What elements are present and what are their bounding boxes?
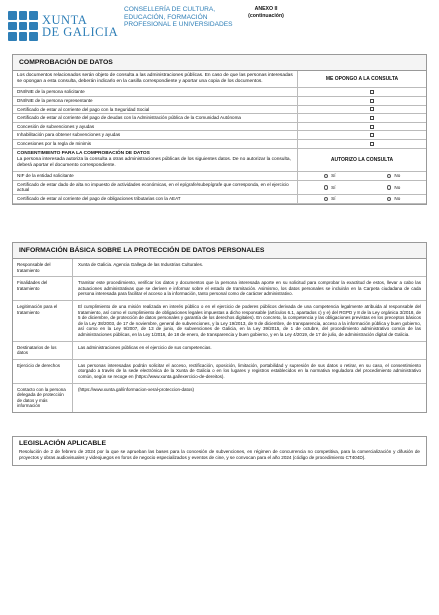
yes-radio[interactable]	[324, 174, 328, 178]
oppose-cell	[298, 140, 426, 148]
info-row	[13, 384, 426, 412]
oppose-header: ME OPONGO A LA CONSULTA	[325, 76, 399, 83]
consent-row	[13, 181, 426, 195]
oppose-item-label: Certificado de estar al corriente del pago de deudas con la Administración pública de la Comunidad Autónoma	[13, 114, 298, 122]
logo-text	[42, 14, 118, 38]
annex-title: ANEXO II	[254, 6, 278, 12]
data-check-section	[12, 54, 427, 205]
no-radio[interactable]	[387, 197, 391, 201]
ministry-name: CONSELLERÍA DE CULTURA, EDUCACIÓN, FORMACIÓN PROFESIONAL E UNIVERSIDADES	[124, 6, 233, 29]
data-check-intro: Los documentos relacionados serán objeto de consulta a las administraciones públicas. En caso de que las personas interesadas se opongan a esta consulta, deberán indicarlo en la casilla correspondiente y aportar una copia de los documentos.	[13, 71, 298, 87]
yes-radio[interactable]	[324, 185, 328, 189]
no-label: No	[394, 195, 401, 201]
consent-item-label: Certificado de estar al corriente del pago de obligaciones tributarias con la AEAT	[13, 195, 298, 203]
consent-header: CONSENTIMIENTO PARA LA COMPROBACIÓN DE DATOS	[17, 150, 150, 156]
info-value: Las administraciones públicas en el ejercicio de sus competencias.	[78, 344, 212, 350]
info-key: Destinatarios de los datos	[13, 342, 73, 359]
yes-label: Sí	[331, 184, 336, 190]
authorize-header: AUTORIZO LA CONSULTA	[330, 156, 394, 163]
oppose-item-label: DNI/NIE de la persona solicitante	[13, 88, 298, 96]
consent-row	[13, 195, 426, 204]
consent-cell	[298, 172, 426, 180]
info-value: Tramitar este procedimiento, verificar los datos y documentos que la persona interesada aporte en su solicitud para comprobar la exactitud de estos, llevar a cabo las actuaciones administrativas que se deriven e informar sobre el estado de tramitación. Asimismo, los datos personales se incluirán en la Carpeta ciudadana de cada persona interesada para facilitar el acceso a la información, tanto personal como de carácter administrativo.	[78, 280, 421, 297]
legislation-section	[12, 436, 427, 466]
consent-cell	[298, 181, 426, 194]
consent-yes-option[interactable]	[324, 196, 336, 202]
oppose-cell	[298, 123, 426, 131]
yes-label: Sí	[331, 195, 336, 201]
info-row	[13, 277, 426, 301]
consent-no-option[interactable]	[387, 173, 400, 179]
info-key: Finalidades del tratamiento	[13, 277, 73, 300]
no-label: No	[394, 173, 401, 179]
logo-line-2: DE GALICIA	[42, 25, 119, 39]
logo-line-1: XUNTA	[42, 13, 88, 27]
consent-no-option[interactable]	[387, 185, 400, 191]
info-value: Xunta de Galicia. Agencia Gallega de las Industrias Culturales.	[78, 262, 204, 267]
no-label: No	[394, 184, 401, 190]
info-row	[13, 360, 426, 384]
oppose-item-label: Concesiones por la regla de minimis	[13, 140, 298, 148]
consent-item-label: NIF de la entidad solicitante	[13, 172, 298, 180]
oppose-item-label: DNI/NIE de la persona representante	[13, 97, 298, 105]
annex-subtitle: (continuación)	[248, 13, 284, 19]
oppose-item-label: Inhabilitación para obtener subvenciones y ayudas	[13, 131, 298, 139]
oppose-checkbox[interactable]	[370, 142, 374, 146]
oppose-checkbox[interactable]	[370, 133, 374, 137]
info-row	[13, 259, 426, 277]
consent-no-option[interactable]	[387, 196, 400, 202]
oppose-row	[13, 131, 426, 140]
oppose-row	[13, 88, 426, 97]
info-key: Ejercicio de derechos	[13, 360, 73, 383]
consent-yes-option[interactable]	[324, 185, 336, 191]
info-key: Legitimación para el tratamiento	[13, 301, 73, 341]
yes-radio[interactable]	[324, 197, 328, 201]
oppose-checkbox[interactable]	[370, 107, 374, 111]
oppose-row	[13, 106, 426, 115]
oppose-cell	[298, 114, 426, 122]
info-key: Responsable del tratamiento	[13, 259, 73, 276]
info-row	[13, 301, 426, 342]
oppose-item-label: Certificado de estar al corriente del pago con la Seguridad Social	[13, 106, 298, 114]
data-check-intro-row	[13, 71, 426, 88]
oppose-cell	[298, 88, 426, 96]
oppose-cell	[298, 131, 426, 139]
oppose-item-label: Concesión de subvenciones y ayudas	[13, 123, 298, 131]
oppose-checkbox[interactable]	[370, 125, 374, 129]
info-value: (https://www.xunta.gal/informacion-xeral-proteccion-datos)	[78, 386, 195, 392]
no-radio[interactable]	[387, 185, 391, 189]
legislation-text: Resolución de 2 de febrero de 2024 por la que se aprueban las bases para la concesión de subvenciones, en régimen de concurrencia no competitiva, para la comercialización y difusión de proyectos y obras audiovisuales y videojuegos en foros de negocio especializados y eventos de cine, y se convocan para el año 2024 (código de procedimiento CT404D).	[19, 449, 420, 460]
section-title: INFORMACIÓN BÁSICA SOBRE LA PROTECCIÓN DE DATOS PERSONALES	[13, 243, 426, 259]
info-value: El cumplimiento de una misión realizada en interés público o en el ejercicio de poderes públicos derivada de una competencia legalmente atribuida al responsable del tratamiento, así como el cumplimiento de obligaciones legales impuestas a dicho responsable (artículos 6.1, apartados c) y e) del RGPD y 8 de la Ley orgánica 3/2018, de 5 de diciembre, de protección de datos personales y garantía de los derechos digitales). En concreto, la competencia y las obligaciones previstas en los preceptos básicos de la Ley 38/2003, de 17 de noviembre, general de subvenciones, y la Ley 19/2013, de 9 de diciembre, de transparencia, acceso a la información pública y buen gobierno, así como en la Ley 9/2007, de 13 de junio, de subvenciones de Galicia, en la Ley 39/2015, de 1 de octubre, del procedimiento administrativo común de las administraciones públicas, en la Ley 1/2016, de 18 de enero, de transparencia y buen gobierno, y en la Ley 4/2019, de 17 de julio, de administración digital de Galicia.	[78, 303, 421, 337]
oppose-cell	[298, 106, 426, 114]
data-protection-section	[12, 242, 427, 413]
oppose-row	[13, 114, 426, 123]
consent-intro-row	[13, 149, 426, 173]
consent-cell	[298, 195, 426, 203]
info-row	[13, 342, 426, 360]
consent-text: La persona interesada autoriza la consulta a otras administraciones públicas de los siguientes datos. De no autorizar la consulta, deberá aportar el documento correspondiente.	[17, 156, 291, 168]
legislation-title: LEGISLACIÓN APLICABLE	[19, 440, 106, 447]
oppose-row	[13, 140, 426, 149]
no-radio[interactable]	[387, 174, 391, 178]
section-title: COMPROBACIÓN DE DATOS	[13, 55, 426, 71]
oppose-checkbox[interactable]	[370, 116, 374, 120]
consent-intro	[13, 149, 298, 172]
oppose-checkbox[interactable]	[370, 90, 374, 94]
consent-row	[13, 172, 426, 181]
yes-label: Sí	[331, 173, 336, 179]
consent-item-label: Certificado de estar dado de alta no impuesto de actividades económicas, en el epígrafe/subepígrafe que corresponda, en el ejercicio actual	[13, 181, 298, 194]
oppose-row	[13, 97, 426, 106]
oppose-checkbox[interactable]	[370, 99, 374, 103]
oppose-row	[13, 123, 426, 132]
info-value: Las personas interesadas podrán solicitar el acceso, rectificación, oposición, limitación, portabilidad y supresión de sus datos o retirar, en su caso, el consentimiento otorgado a través de la sede electrónica de la Xunta de Galicia o en los lugares y registros establecidos en la normativa reguladora del procedimiento administrativo común, según se recoge en (https://www.xunta.gal/exercicio-de-dereitos).	[78, 362, 421, 379]
annex-heading	[226, 6, 306, 20]
consent-yes-option[interactable]	[324, 173, 336, 179]
info-key: Contacto con la persona delegada de protección de datos y más información	[13, 384, 73, 412]
oppose-cell	[298, 97, 426, 105]
xunta-emblem-icon	[8, 11, 38, 41]
